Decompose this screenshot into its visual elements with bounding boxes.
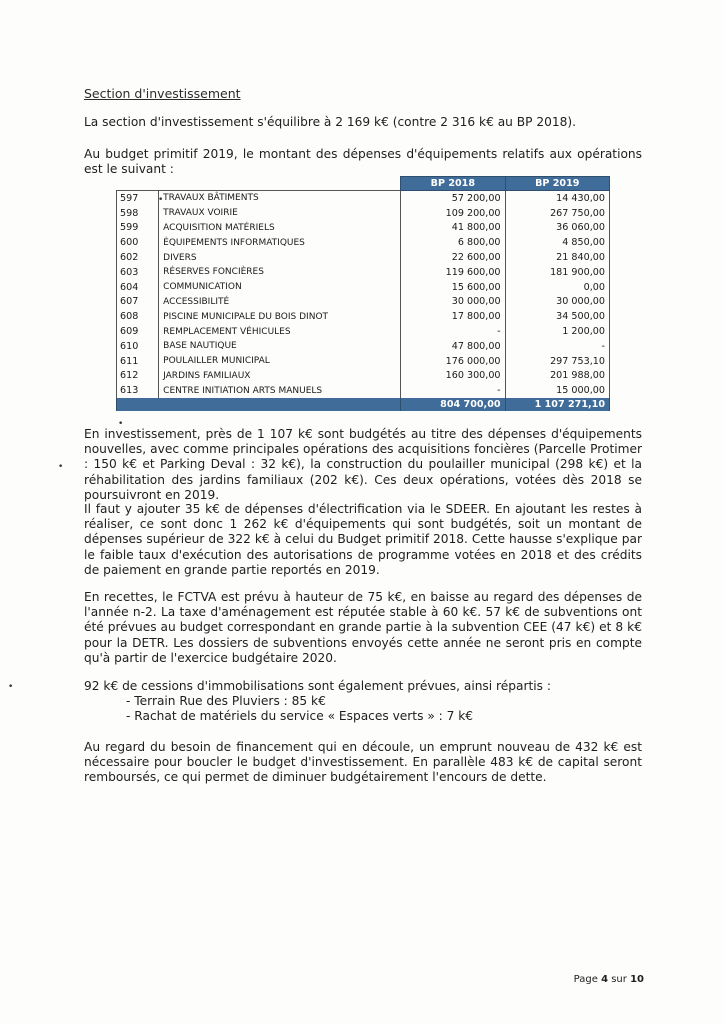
row-code: 597 <box>117 191 159 206</box>
row-bp2019: 15 000,00 <box>505 383 609 398</box>
table-row <box>117 280 610 295</box>
row-code: 603 <box>117 265 159 280</box>
row-label: REMPLACEMENT VÉHICULES <box>159 324 401 339</box>
row-code: 609 <box>117 324 159 339</box>
table-row <box>117 250 610 265</box>
row-label: ÉQUIPEMENTS INFORMATIQUES <box>159 235 401 250</box>
row-code: 611 <box>117 354 159 369</box>
investment-table <box>116 176 610 411</box>
row-bp2019: 30 000,00 <box>505 295 609 310</box>
row-bp2018: 6 800,00 <box>401 235 505 250</box>
row-bp2018: 47 800,00 <box>401 339 505 354</box>
scan-speck: • <box>158 195 164 205</box>
row-bp2018: 160 300,00 <box>401 369 505 384</box>
disposals-intro: 92 k€ de cessions d'immobilisations sont également prévues, ainsi répartis : <box>84 679 551 693</box>
table-row <box>117 221 610 236</box>
header-bp2018: BP 2018 <box>401 177 505 191</box>
table-row <box>117 324 610 339</box>
row-bp2019: 34 500,00 <box>505 309 609 324</box>
row-code: 608 <box>117 309 159 324</box>
table-row <box>117 383 610 398</box>
row-label: RÉSERVES FONCIÈRES <box>159 265 401 280</box>
list-item: - Terrain Rue des Pluviers : 85 k€ <box>126 694 326 709</box>
row-label: ACCESSIBILITÉ <box>159 295 401 310</box>
page-sep: sur <box>611 974 627 985</box>
paragraph-disposals <box>84 679 642 725</box>
row-bp2019: 267 750,00 <box>505 206 609 221</box>
paragraph-electrification: Il faut y ajouter 35 k€ de dépenses d'électrification via le SDEER. En ajoutant les restes à réaliser, ce sont donc 1 262 k€ d'équipements qui sont budgétés, soit un montant de dépenses supérieur de 322 k€ à celui du Budget primitif 2018. Cette hausse s'explique par le faible taux d'exécution des autorisations de programme votées en 2018 et des crédits de paiement en grande partie reportés en 2019. <box>84 502 642 577</box>
row-bp2019: 36 060,00 <box>505 221 609 236</box>
row-bp2019: 201 988,00 <box>505 369 609 384</box>
table-row <box>117 295 610 310</box>
row-code: 612 <box>117 369 159 384</box>
scan-speck: • <box>8 682 14 692</box>
table-row <box>117 265 610 280</box>
row-label: BASE NAUTIQUE <box>159 339 401 354</box>
scan-speck: • <box>118 419 124 429</box>
row-code: 613 <box>117 383 159 398</box>
row-bp2019: 181 900,00 <box>505 265 609 280</box>
table-row <box>117 339 610 354</box>
row-bp2018: 41 800,00 <box>401 221 505 236</box>
table-total-row <box>117 398 610 411</box>
table-header-row <box>117 177 610 191</box>
row-code: 607 <box>117 295 159 310</box>
row-bp2019: - <box>505 339 609 354</box>
row-bp2019: 21 840,00 <box>505 250 609 265</box>
table-row <box>117 235 610 250</box>
row-label: JARDINS FAMILIAUX <box>159 369 401 384</box>
row-code: 598 <box>117 206 159 221</box>
row-bp2018: 30 000,00 <box>401 295 505 310</box>
row-code: 602 <box>117 250 159 265</box>
row-label: POULAILLER MUNICIPAL <box>159 354 401 369</box>
scan-speck: • <box>58 462 64 472</box>
row-bp2018: 15 600,00 <box>401 280 505 295</box>
row-label: PISCINE MUNICIPALE DU BOIS DINOT <box>159 309 401 324</box>
row-label: TRAVAUX BÂTIMENTS <box>159 191 401 206</box>
disposals-list <box>84 694 642 724</box>
row-bp2018: 17 800,00 <box>401 309 505 324</box>
row-label: COMMUNICATION <box>159 280 401 295</box>
paragraph-borrowing: Au regard du besoin de financement qui en découle, un emprunt nouveau de 432 k€ est nécessaire pour boucler le budget d'investissement. En parallèle 483 k€ de capital seront remboursés, ce qui permet de diminuer budgétairement l'encours de dette. <box>84 740 642 785</box>
row-bp2018: - <box>401 383 505 398</box>
section-title: Section d'investissement <box>84 86 241 101</box>
page-total: 10 <box>630 974 644 985</box>
paragraph-intro-table: Au budget primitif 2019, le montant des dépenses d'équipements relatifs aux opérations est le suivant : <box>84 147 642 177</box>
table-row <box>117 369 610 384</box>
total-bp2018: 804 700,00 <box>401 398 505 411</box>
row-bp2018: 22 600,00 <box>401 250 505 265</box>
table-row <box>117 191 610 206</box>
row-bp2019: 297 753,10 <box>505 354 609 369</box>
row-code: 604 <box>117 280 159 295</box>
row-bp2018: - <box>401 324 505 339</box>
table-row <box>117 309 610 324</box>
header-bp2019: BP 2019 <box>505 177 609 191</box>
row-label: CENTRE INITIATION ARTS MANUELS <box>159 383 401 398</box>
row-bp2019: 0,00 <box>505 280 609 295</box>
page-prefix: Page <box>573 974 598 985</box>
page-number <box>574 974 644 985</box>
row-bp2018: 109 200,00 <box>401 206 505 221</box>
total-blank-cell <box>117 398 401 411</box>
row-label: TRAVAUX VOIRIE <box>159 206 401 221</box>
page-current: 4 <box>601 974 609 985</box>
row-label: DIVERS <box>159 250 401 265</box>
row-code: 599 <box>117 221 159 236</box>
table-row <box>117 206 610 221</box>
row-code: 600 <box>117 235 159 250</box>
paragraph-balance: La section d'investissement s'équilibre à 2 169 k€ (contre 2 316 k€ au BP 2018). <box>84 115 577 129</box>
row-bp2018: 119 600,00 <box>401 265 505 280</box>
total-bp2019: 1 107 271,10 <box>505 398 609 411</box>
row-label: ACQUISITION MATÉRIELS <box>159 221 401 236</box>
paragraph-investment: En investissement, près de 1 107 k€ sont budgétés au titre des dépenses d'équipements nouvelles, avec comme principales opérations des acquisitions foncières (Parcelle Protimer : 150 k€ et Parking Deval : 32 k€), la construction du poulailler municipal (298 k€) et la réhabilitation des jardins familiaux (202 k€). Ces deux opérations, votées dès 2018 se poursuivront en 2019. <box>84 427 642 502</box>
row-bp2018: 176 000,00 <box>401 354 505 369</box>
row-bp2019: 4 850,00 <box>505 235 609 250</box>
table-row <box>117 354 610 369</box>
row-bp2018: 57 200,00 <box>401 191 505 206</box>
paragraph-receipts: En recettes, le FCTVA est prévu à hauteur de 75 k€, en baisse au regard des dépenses de l'année n-2. La taxe d'aménagement est réputée stable à 60 k€. 57 k€ de subventions ont été prévues au budget correspondant en grande partie à la subvention CEE (47 k€) et 8 k€ pour la DETR. Les dossiers de subventions envoyés cette année ne seront pris en compte qu'à partir de l'exercice budgétaire 2020. <box>84 590 642 665</box>
row-code: 610 <box>117 339 159 354</box>
row-bp2019: 1 200,00 <box>505 324 609 339</box>
list-item: - Rachat de matériels du service « Espaces verts » : 7 k€ <box>126 709 474 724</box>
row-bp2019: 14 430,00 <box>505 191 609 206</box>
